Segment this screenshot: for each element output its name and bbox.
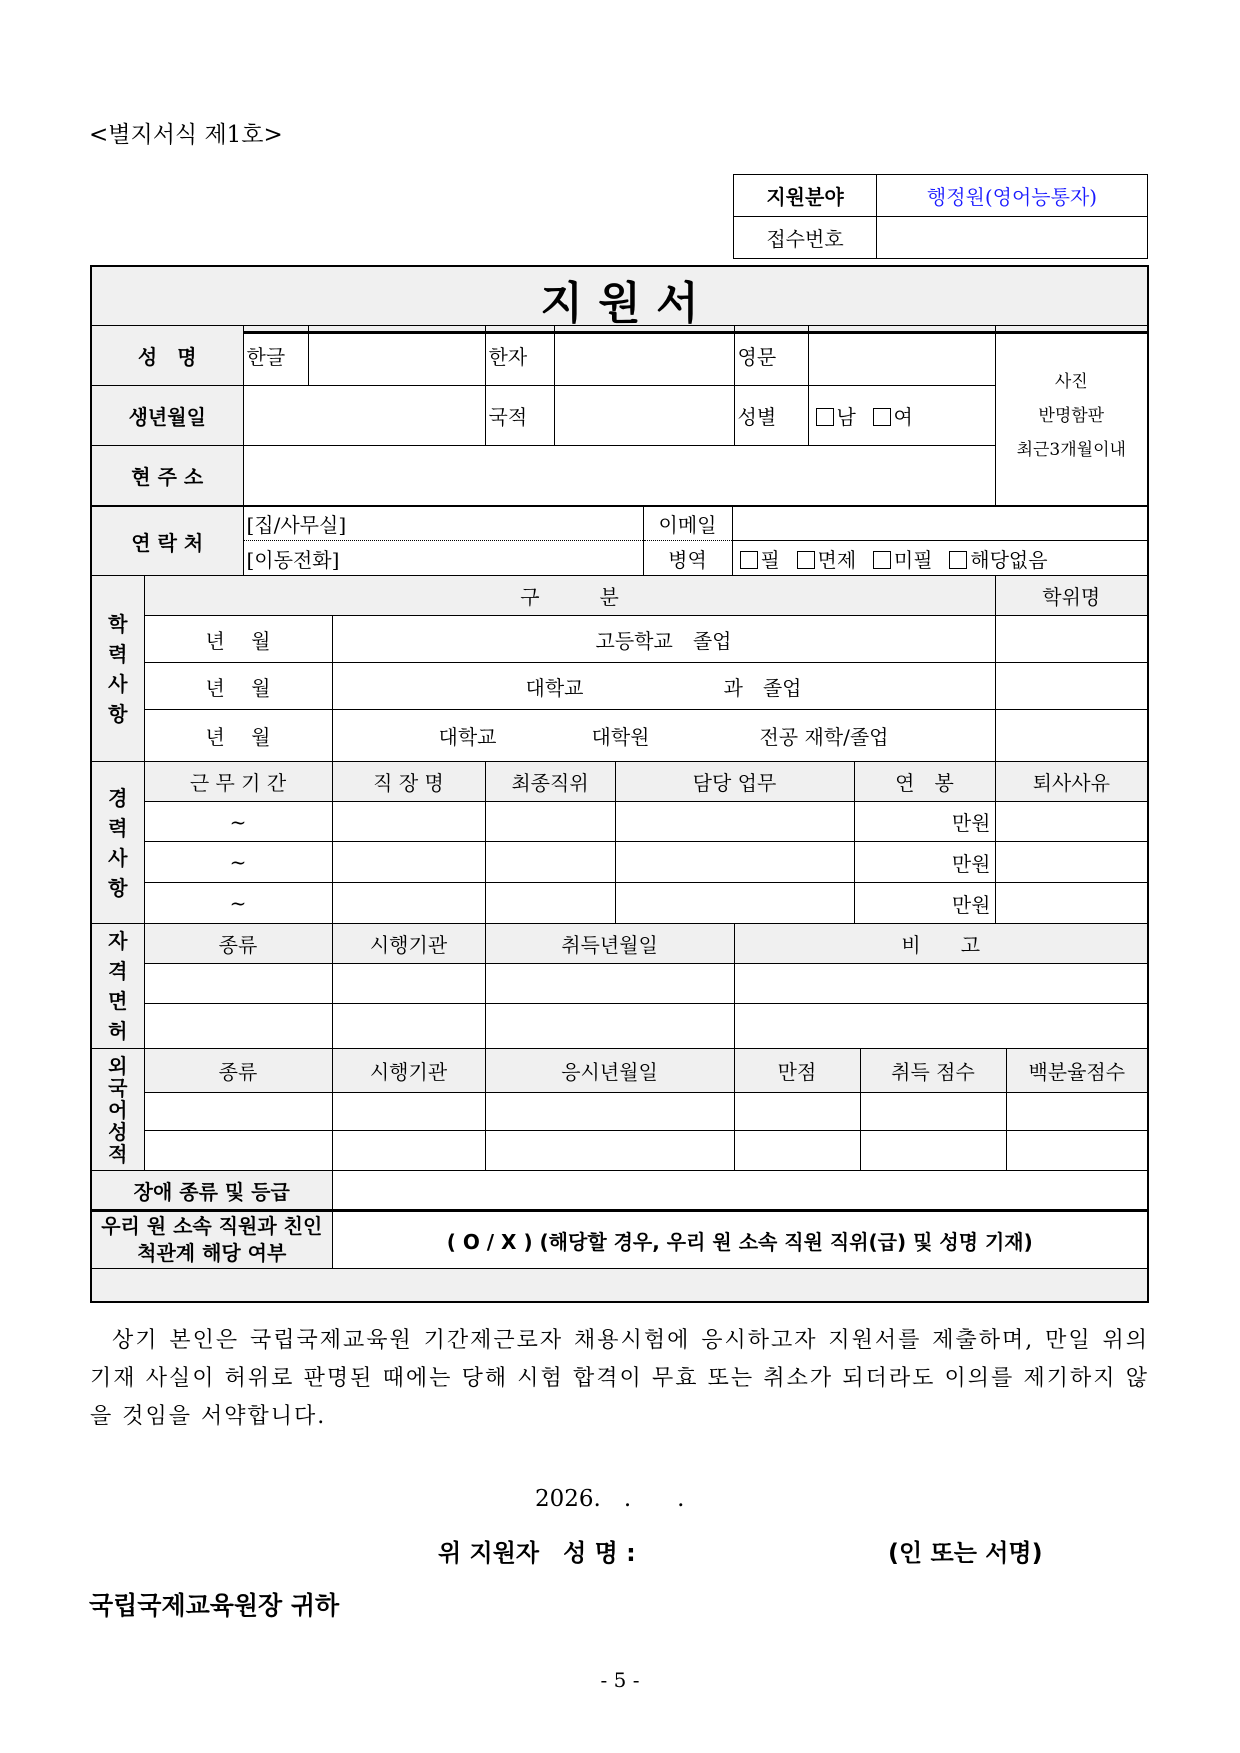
- birth-label: 생년월일: [91, 386, 243, 446]
- receipt-number-field[interactable]: [877, 217, 1148, 259]
- lang-date-header: 응시년월일: [485, 1049, 734, 1093]
- company-field[interactable]: [332, 842, 485, 883]
- license-remarks-field[interactable]: [734, 1004, 1148, 1049]
- degree-field[interactable]: [995, 616, 1148, 663]
- military-done-checkbox[interactable]: [740, 551, 758, 569]
- disability-label: 장애 종류 및 등급: [91, 1171, 332, 1211]
- nationality-label: 국적: [485, 386, 554, 446]
- high-school-label: 고등학교 졸업: [595, 628, 732, 653]
- license-remarks-field[interactable]: [734, 964, 1148, 1004]
- contact-table: [90, 506, 1149, 576]
- hanja-label: 한자: [485, 326, 554, 386]
- graduate-school-label: 대학원: [591, 725, 650, 749]
- form-number: <별지서식 제1호>: [89, 122, 283, 148]
- military-na-checkbox[interactable]: [949, 551, 967, 569]
- photo-size: 반명함판: [1038, 405, 1105, 426]
- military-na-label: 해당없음: [970, 547, 1048, 572]
- university-label: 대학교: [438, 725, 497, 749]
- edu-row-university[interactable]: [332, 663, 995, 710]
- lang-max-field[interactable]: [734, 1093, 860, 1131]
- salary-header: 연 봉: [854, 762, 995, 802]
- receipt-label: 접수번호: [734, 217, 877, 259]
- edu-date-field[interactable]: 년 월: [144, 663, 332, 710]
- relation-field[interactable]: ( O / X ) (해당할 경우, 우리 원 소속 직원 직위(급) 및 성명 기재): [332, 1211, 1148, 1269]
- male-label: 남: [836, 405, 856, 429]
- english-label: 영문: [734, 326, 808, 386]
- nationality-field[interactable]: [554, 386, 734, 446]
- lang-type-field[interactable]: [144, 1131, 332, 1171]
- education-side-text: 학력사항: [108, 611, 128, 726]
- department-label: 과 졸업: [723, 675, 802, 700]
- military-label: 병역: [643, 541, 732, 576]
- contact-label: 연 락 처: [91, 507, 243, 576]
- military-exempt-label: 면제: [817, 547, 857, 572]
- license-side-label: [91, 924, 144, 1049]
- email-field[interactable]: [732, 507, 1148, 541]
- lang-score-field[interactable]: [860, 1093, 1006, 1131]
- male-checkbox[interactable]: [816, 408, 834, 426]
- title-table: [90, 265, 1149, 334]
- license-type-header: 종류: [144, 924, 332, 964]
- gender-label: 성별: [734, 386, 808, 446]
- degree-field[interactable]: [995, 710, 1148, 762]
- photo-recency: 최근3개월이내: [1016, 439, 1126, 460]
- english-name-field[interactable]: [808, 326, 995, 386]
- lang-max-header: 만점: [734, 1049, 860, 1093]
- salary-field[interactable]: 만원: [854, 802, 995, 842]
- license-date-field[interactable]: [485, 964, 734, 1004]
- duty-field[interactable]: [615, 842, 854, 883]
- page-title: 지 원 서: [91, 266, 1148, 333]
- company-header: 직 장 명: [332, 762, 485, 802]
- field-value[interactable]: 행정원(영어능통자): [877, 175, 1148, 217]
- license-type-field[interactable]: [144, 964, 332, 1004]
- leave-reason-field[interactable]: [995, 883, 1148, 924]
- recipient: 국립국제교육원장 귀하: [89, 1591, 340, 1620]
- duty-header: 담당 업무: [615, 762, 854, 802]
- category-header: 구 분: [144, 576, 995, 616]
- address-field[interactable]: [243, 446, 995, 506]
- name-label: 성 명: [91, 326, 243, 386]
- company-field[interactable]: [332, 883, 485, 924]
- personal-table: [90, 325, 1149, 506]
- education-table: [90, 575, 1149, 762]
- lang-date-field[interactable]: [485, 1093, 734, 1131]
- career-table: [90, 761, 1149, 924]
- lang-issuer-field[interactable]: [332, 1093, 485, 1131]
- license-type-field[interactable]: [144, 1004, 332, 1049]
- university-label: 대학교: [525, 675, 584, 700]
- language-side-label: [91, 1049, 144, 1171]
- position-field[interactable]: [485, 883, 615, 924]
- edu-date-field[interactable]: 년 월: [144, 710, 332, 762]
- position-field[interactable]: [485, 802, 615, 842]
- license-table: [90, 923, 1149, 1049]
- career-side-label: [91, 762, 144, 924]
- license-issuer-field[interactable]: [332, 1004, 485, 1049]
- career-side-text: 경력사항: [108, 785, 128, 900]
- duty-field[interactable]: [615, 883, 854, 924]
- relation-label: 우리 원 소속 직원과 친인척관계 해당 여부: [91, 1211, 332, 1269]
- lang-type-field[interactable]: [144, 1093, 332, 1131]
- apply-box: [733, 174, 1148, 259]
- disability-field[interactable]: [332, 1171, 1148, 1211]
- language-table: [90, 1048, 1149, 1171]
- signature-note[interactable]: (인 또는 서명): [888, 1539, 1043, 1567]
- hanja-name-field[interactable]: [554, 326, 734, 386]
- degree-header: 학위명: [995, 576, 1148, 616]
- company-field[interactable]: [332, 802, 485, 842]
- degree-field[interactable]: [995, 663, 1148, 710]
- lang-score-field[interactable]: [860, 1131, 1006, 1171]
- photo-label: 사진: [1054, 371, 1088, 392]
- language-side-text: 외국어성적: [108, 1053, 128, 1166]
- salary-field[interactable]: 만원: [854, 883, 995, 924]
- military-done-label: 필: [760, 547, 780, 572]
- period-header: 근 무 기 간: [144, 762, 332, 802]
- leave-reason-field[interactable]: [995, 802, 1148, 842]
- military-exempt-checkbox[interactable]: [797, 551, 815, 569]
- major-status-label: 전공 재학/졸업: [759, 725, 889, 749]
- field-label: 지원분야: [734, 175, 877, 217]
- military-not-done-label: 미필: [893, 547, 933, 572]
- duty-field[interactable]: [615, 802, 854, 842]
- position-field[interactable]: [485, 842, 615, 883]
- leave-reason-field[interactable]: [995, 842, 1148, 883]
- license-date-header: 취득년월일: [485, 924, 734, 964]
- military-options: [732, 541, 1148, 576]
- hangul-label: 한글: [243, 326, 308, 386]
- period-field[interactable]: ~: [144, 802, 332, 842]
- license-side-text: 자격면허: [108, 929, 128, 1043]
- pledge-text: 상기 본인은 국립국제교육원 기간제근로자 채용시험에 응시하고자 지원서를 제출하며, 만일 위의 기재 사실이 허위로 판명된 때에는 당해 시험 합격이 무효 또는 취소가 되더라도 이의를 제기하지 않을 것임을 서약합니다.: [90, 1328, 1149, 1429]
- extra-table: [90, 1170, 1149, 1303]
- gender-options: [808, 386, 995, 446]
- female-label: 여: [893, 405, 913, 429]
- address-label: 현 주 소: [91, 446, 243, 506]
- period-field[interactable]: ~: [144, 842, 332, 883]
- position-header: 최종직위: [485, 762, 615, 802]
- email-label: 이메일: [643, 507, 732, 541]
- birth-field[interactable]: [243, 386, 485, 446]
- lang-issuer-field[interactable]: [332, 1131, 485, 1171]
- home-phone-field[interactable]: [집/사무실]: [243, 507, 643, 541]
- lang-max-field[interactable]: [734, 1131, 860, 1171]
- mobile-phone-field[interactable]: [이동전화]: [243, 541, 643, 576]
- edu-row-graduate[interactable]: [332, 710, 995, 762]
- edu-row-high-school[interactable]: [332, 616, 995, 663]
- signature-label: 위 지원자 성 명 :: [438, 1539, 636, 1567]
- date-line[interactable]: 2026. . .: [535, 1486, 685, 1512]
- hangul-name-field[interactable]: [308, 326, 485, 386]
- lang-percent-header: 백분율점수: [1006, 1049, 1148, 1093]
- license-date-field[interactable]: [485, 1004, 734, 1049]
- period-field[interactable]: ~: [144, 883, 332, 924]
- license-remarks-header: 비 고: [734, 924, 1148, 964]
- photo-area[interactable]: [995, 326, 1148, 506]
- lang-score-header: 취득 점수: [860, 1049, 1006, 1093]
- lang-issuer-header: 시행기관: [332, 1049, 485, 1093]
- license-issuer-field[interactable]: [332, 964, 485, 1004]
- female-checkbox[interactable]: [873, 408, 891, 426]
- page-number: - 5 -: [600, 1668, 640, 1692]
- military-not-done-checkbox[interactable]: [873, 551, 891, 569]
- lang-type-header: 종류: [144, 1049, 332, 1093]
- education-side-label: [91, 576, 144, 762]
- leave-reason-header: 퇴사사유: [995, 762, 1148, 802]
- license-issuer-header: 시행기관: [332, 924, 485, 964]
- lang-percent-field[interactable]: [1006, 1131, 1148, 1171]
- lang-percent-field[interactable]: [1006, 1093, 1148, 1131]
- salary-field[interactable]: 만원: [854, 842, 995, 883]
- blank-row: [91, 1269, 1148, 1302]
- lang-date-field[interactable]: [485, 1131, 734, 1171]
- edu-date-field[interactable]: 년 월: [144, 616, 332, 663]
